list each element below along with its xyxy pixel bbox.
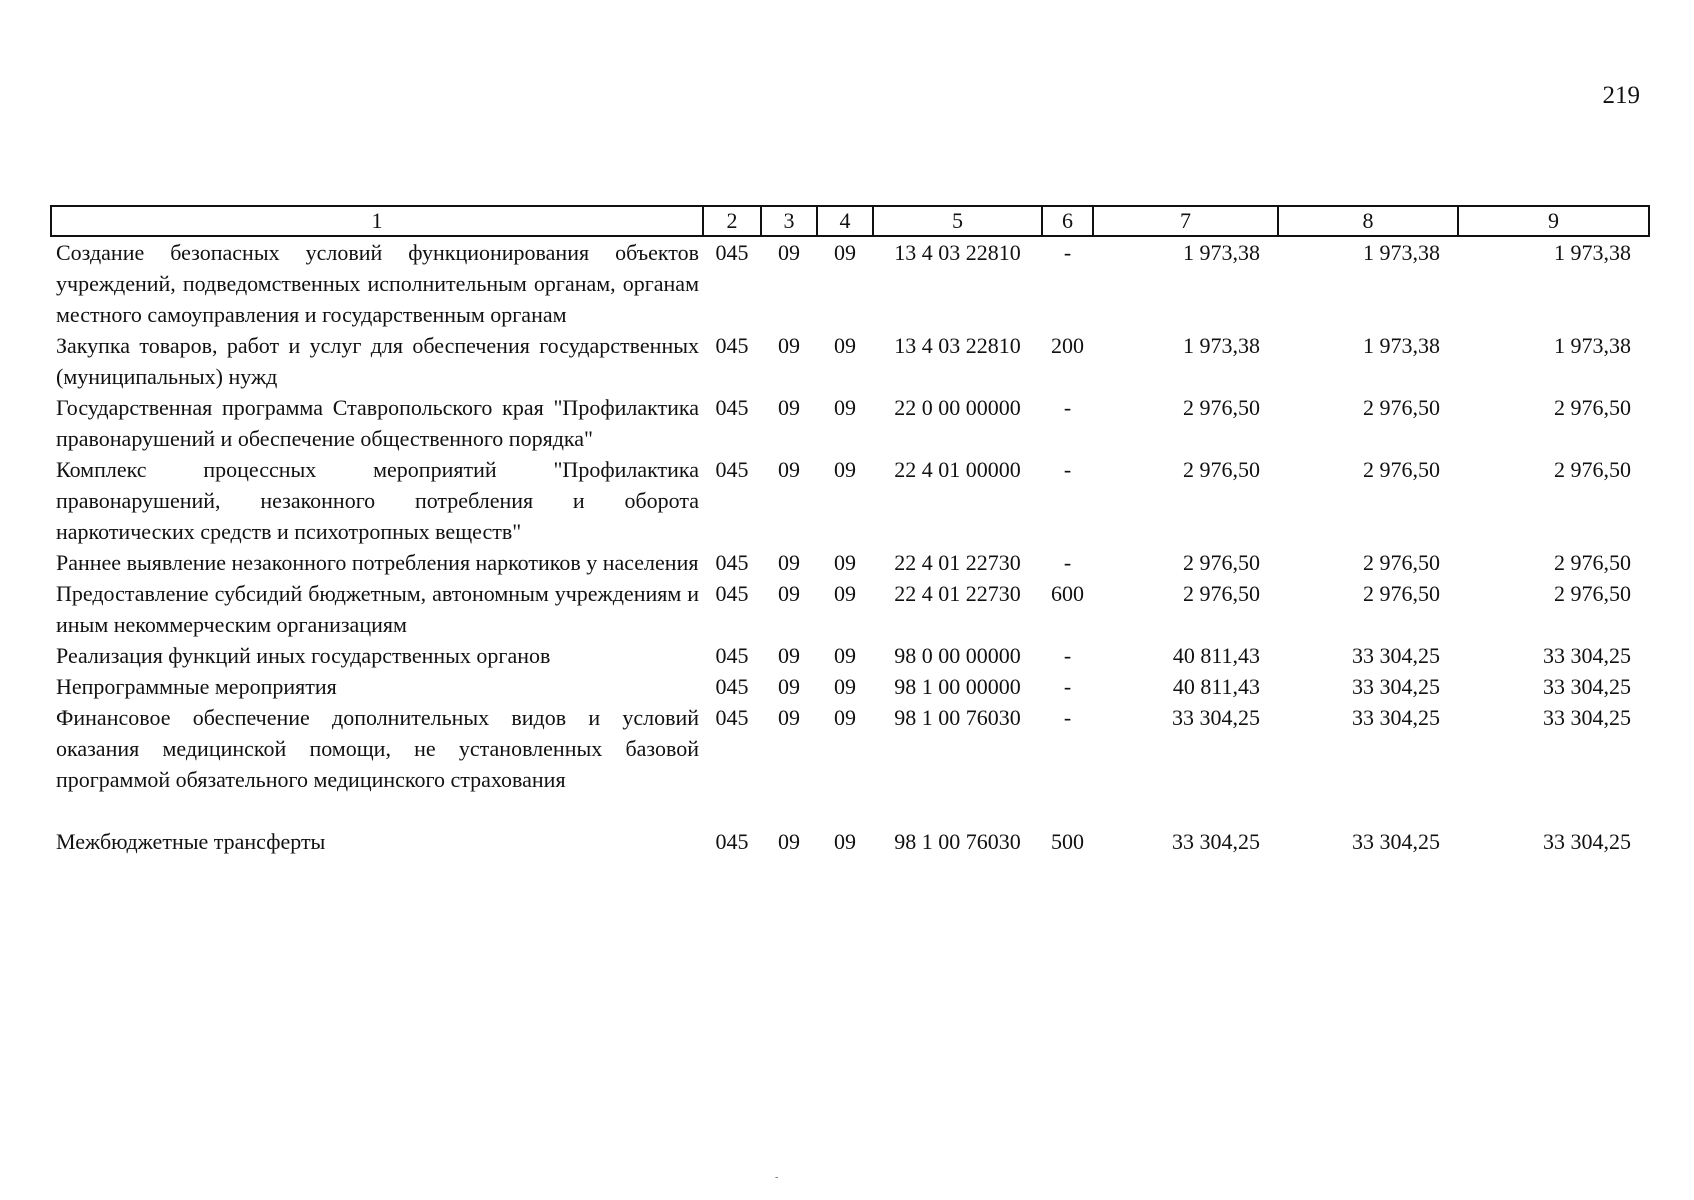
row-subsection-code: 09: [834, 581, 856, 606]
table-row: [51, 795, 1649, 857]
row-name: Финансовое обеспечение дополнительных видов и условий оказания медицинской помощи, не установленных базовой программой обязательного медицинского страхования: [56, 705, 699, 792]
row-amount-2: 33 304,25: [1352, 829, 1440, 854]
row-name: Комплекс процессных мероприятий "Профилактика правонарушений, незаконного потребления и оборота наркотических средств и психотропных веществ": [56, 457, 699, 544]
row-subsection-code: 09: [834, 829, 856, 854]
row-name: Государственная программа Ставропольского края "Профилактика правонарушений и обеспечение общественного порядка": [56, 395, 699, 451]
row-target-code: 13 4 03 22810: [894, 333, 1021, 358]
row-name: Реализация функций иных государственных органов: [56, 643, 551, 668]
row-target-code: 22 4 01 22730: [894, 581, 1021, 606]
row-expense-type: -: [1063, 550, 1072, 575]
row-amount-2: 1 973,38: [1363, 333, 1440, 358]
row-amount-1: 2 976,50: [1183, 395, 1260, 420]
row-section-code: 09: [778, 457, 800, 482]
row-expense-type: -: [1063, 457, 1072, 482]
row-subsection-code: 09: [834, 333, 856, 358]
table-row: [51, 392, 1649, 454]
table-row: [51, 702, 1649, 795]
row-section-code: 09: [778, 581, 800, 606]
row-amount-2: 2 976,50: [1363, 550, 1440, 575]
header-cell: 8: [1278, 206, 1458, 236]
row-amount-3: 33 304,25: [1543, 674, 1631, 699]
table-row: [51, 578, 1649, 640]
row-name: Создание безопасных условий функционирования объектов учреждений, подведомственных исполнительным органам, органам местного самоуправления и государственным органам: [56, 240, 699, 327]
row-expense-type: -: [1063, 643, 1072, 668]
row-section-code: 09: [778, 550, 800, 575]
row-target-code: 22 4 01 22730: [894, 550, 1021, 575]
row-amount-3: 1 973,38: [1554, 240, 1631, 265]
row-subsection-code: 09: [834, 550, 856, 575]
header-cell: 4: [817, 206, 873, 236]
row-amount-1: 33 304,25: [1172, 829, 1260, 854]
row-ministry-code: 045: [715, 674, 749, 699]
row-expense-type: 600: [1051, 581, 1084, 606]
header-row: [51, 206, 1649, 236]
row-ministry-code: 045: [715, 829, 749, 854]
row-expense-type: -: [1063, 705, 1072, 730]
row-amount-2: 2 976,50: [1363, 457, 1440, 482]
row-ministry-code: 045: [715, 333, 749, 358]
table-body: [51, 236, 1649, 857]
row-ministry-code: 045: [715, 457, 749, 482]
row-section-code: 09: [778, 643, 800, 668]
row-subsection-code: 09: [834, 457, 856, 482]
row-ministry-code: 045: [715, 643, 749, 668]
row-subsection-code: 09: [834, 674, 856, 699]
row-subsection-code: 09: [834, 643, 856, 668]
row-amount-2: 33 304,25: [1352, 674, 1440, 699]
row-amount-3: 2 976,50: [1554, 457, 1631, 482]
row-section-code: 09: [778, 395, 800, 420]
header-cell: 2: [703, 206, 761, 236]
page-number: 219: [1602, 82, 1640, 109]
row-expense-type: 200: [1051, 333, 1084, 358]
header-cell: 9: [1458, 206, 1649, 236]
row-ministry-code: 045: [715, 705, 749, 730]
row-name: Межбюджетные трансферты: [56, 829, 326, 854]
row-ministry-code: 045: [715, 395, 749, 420]
row-name: Закупка товаров, работ и услуг для обеспечения государственных (муниципальных) нужд: [56, 333, 699, 389]
table-row: [51, 454, 1649, 547]
row-target-code: 13 4 03 22810: [894, 240, 1021, 265]
row-amount-2: 33 304,25: [1352, 705, 1440, 730]
table-row: [51, 547, 1649, 578]
row-amount-3: 2 976,50: [1554, 581, 1631, 606]
table-row: [51, 236, 1649, 330]
row-expense-type: -: [1063, 240, 1072, 265]
table-row: [51, 330, 1649, 392]
row-amount-2: 33 304,25: [1352, 643, 1440, 668]
header-cell: 1: [51, 206, 703, 236]
row-subsection-code: 09: [834, 395, 856, 420]
row-expense-type: -: [1063, 674, 1072, 699]
row-amount-2: 2 976,50: [1363, 395, 1440, 420]
row-amount-1: 1 973,38: [1183, 240, 1260, 265]
row-subsection-code: 09: [834, 240, 856, 265]
header-cell: 5: [873, 206, 1042, 236]
row-target-code: 98 1 00 76030: [894, 829, 1021, 854]
row-amount-3: 33 304,25: [1543, 643, 1631, 668]
row-ministry-code: 045: [715, 240, 749, 265]
row-section-code: 09: [778, 240, 800, 265]
row-amount-1: 40 811,43: [1172, 674, 1260, 699]
row-amount-1: 40 811,43: [1172, 643, 1260, 668]
row-amount-3: 33 304,25: [1543, 829, 1631, 854]
row-amount-1: 33 304,25: [1172, 705, 1260, 730]
row-name: Непрограммные мероприятия: [56, 674, 337, 699]
row-amount-2: 2 976,50: [1363, 581, 1440, 606]
row-expense-type: 500: [1051, 829, 1084, 854]
row-amount-3: 1 973,38: [1554, 333, 1631, 358]
row-section-code: 09: [778, 333, 800, 358]
row-amount-3: 2 976,50: [1554, 395, 1631, 420]
row-amount-1: 1 973,38: [1183, 333, 1260, 358]
row-amount-3: 33 304,25: [1543, 705, 1631, 730]
row-expense-type: -: [1063, 395, 1072, 420]
header-cell: 6: [1042, 206, 1093, 236]
row-amount-1: 2 976,50: [1183, 550, 1260, 575]
row-amount-3: 2 976,50: [1554, 550, 1631, 575]
row-target-code: 98 1 00 00000: [894, 674, 1021, 699]
row-amount-1: 2 976,50: [1183, 581, 1260, 606]
header-cell: 3: [761, 206, 817, 236]
row-section-code: 09: [778, 674, 800, 699]
row-target-code: 22 4 01 00000: [894, 457, 1021, 482]
row-amount-2: 1 973,38: [1363, 240, 1440, 265]
row-target-code: 98 1 00 76030: [894, 705, 1021, 730]
row-subsection-code: 09: [834, 705, 856, 730]
row-name: Раннее выявление незаконного потребления наркотиков у населения: [56, 550, 699, 575]
scan-mark: -: [775, 1172, 779, 1183]
row-ministry-code: 045: [715, 550, 749, 575]
table-row: [51, 640, 1649, 671]
row-amount-1: 2 976,50: [1183, 457, 1260, 482]
budget-table: [50, 205, 1650, 857]
row-name: Предоставление субсидий бюджетным, автономным учреждениям и иным некоммерческим организациям: [56, 581, 699, 637]
row-section-code: 09: [778, 829, 800, 854]
row-section-code: 09: [778, 705, 800, 730]
table-row: [51, 671, 1649, 702]
row-target-code: 22 0 00 00000: [894, 395, 1021, 420]
row-target-code: 98 0 00 00000: [894, 643, 1021, 668]
row-ministry-code: 045: [715, 581, 749, 606]
header-cell: 7: [1093, 206, 1278, 236]
